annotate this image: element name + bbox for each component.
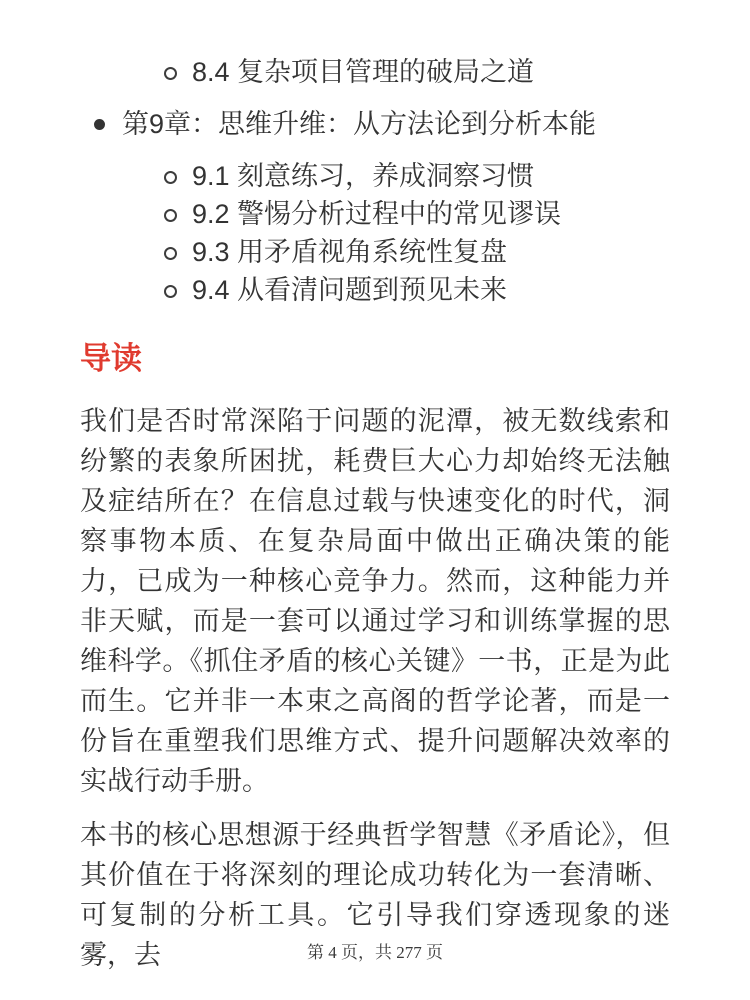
circle-bullet-icon xyxy=(164,247,177,260)
toc-item-label: 第9章：思维升维：从方法论到分析本能 xyxy=(122,109,597,139)
toc-item-label: 9.2 警惕分析过程中的常见谬误 xyxy=(192,199,562,229)
toc-item-label: 9.1 刻意练习，养成洞察习惯 xyxy=(192,161,535,191)
circle-bullet-icon xyxy=(164,171,177,184)
toc-item xyxy=(0,236,750,268)
toc-item xyxy=(0,108,750,140)
circle-bullet-icon xyxy=(164,209,177,222)
body-paragraph-2: 本书的核心思想源于经典哲学智慧《矛盾论》，但其价值在于将深刻的理论成功转化为一套清晰、可复制的分析工具。它引导我们穿透现象的迷雾，去 xyxy=(80,820,670,970)
section-heading: 导读 xyxy=(80,341,142,376)
toc-item xyxy=(0,274,750,306)
toc-item xyxy=(0,198,750,230)
page-indicator: 第 4 页，共 277 页 xyxy=(307,943,443,962)
circle-bullet-icon xyxy=(164,67,177,80)
toc-item-label: 8.4 复杂项目管理的破局之道 xyxy=(192,57,535,87)
disc-bullet-icon xyxy=(94,119,105,130)
toc-item xyxy=(0,160,750,192)
toc-item-label: 9.4 从看清问题到预见未来 xyxy=(192,275,508,305)
toc-item-label: 9.3 用矛盾视角系统性复盘 xyxy=(192,237,508,267)
circle-bullet-icon xyxy=(164,285,177,298)
toc-item xyxy=(0,56,750,88)
body-paragraph-1: 我们是否时常深陷于问题的泥潭，被无数线索和纷繁的表象所困扰，耗费巨大心力却始终无法触及症结所在？在信息过载与快速变化的时代，洞察事物本质、在复杂局面中做出正确决策的能力，已成为一种核心竞争力。然而，这种能力并非天赋，而是一套可以通过学习和训练掌握的思维科学。《抓住矛盾的核心关键》一书，正是为此而生。它并非一本束之高阁的哲学论著，而是一份旨在重塑我们思维方式、提升问题解决效率的实战行动手册。 xyxy=(80,406,670,796)
table-of-contents xyxy=(0,0,750,306)
